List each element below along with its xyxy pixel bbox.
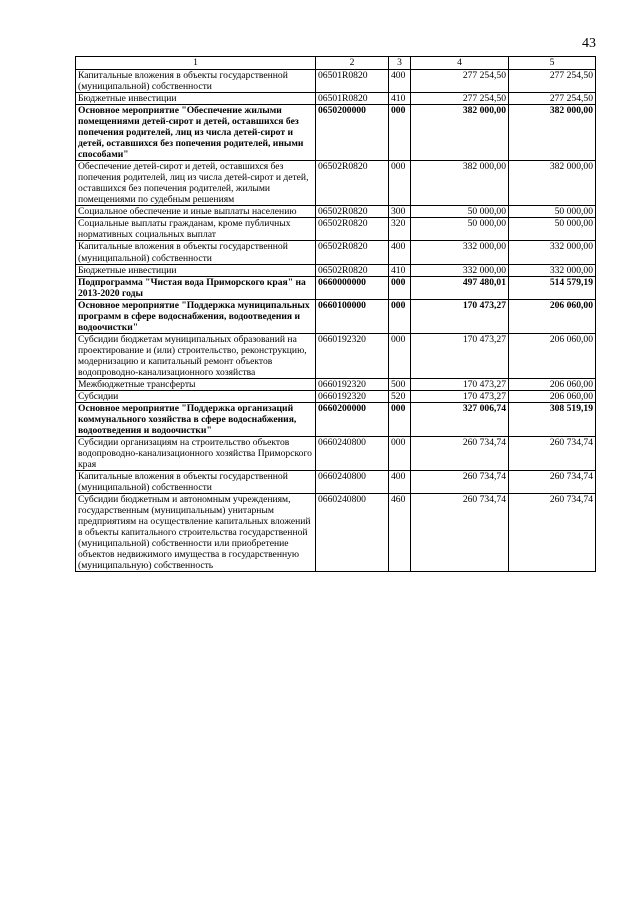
row-amount-1-cell: 260 734,74 [411, 494, 509, 572]
row-code-cell: 0660240800 [316, 471, 389, 494]
row-code-cell: 06502R0820 [316, 264, 389, 276]
row-amount-2-cell: 332 000,00 [509, 264, 596, 276]
row-kind-cell: 410 [389, 93, 411, 105]
row-kind-cell: 000 [389, 299, 411, 333]
table-row [76, 241, 596, 264]
table-row [76, 105, 596, 161]
row-amount-1-cell: 382 000,00 [411, 105, 509, 161]
row-kind-cell: 000 [389, 105, 411, 161]
row-name-cell: Субсидии бюджетным и автономным учреждениям, государственным (муниципальным) унитарным предприятиям на осуществление капитальных вложений в объекты капитального строительства государственной (муниципальной) собственности или приобретение объектов недвижимого имущества в государственную (муниципальную) собственность [76, 494, 316, 572]
row-amount-2-cell: 50 000,00 [509, 206, 596, 218]
row-name-cell: Социальное обеспечение и иные выплаты населению [76, 206, 316, 218]
row-name-cell: Межбюджетные трансферты [76, 378, 316, 390]
column-header-code: 2 [316, 57, 389, 70]
row-amount-2-cell: 50 000,00 [509, 218, 596, 241]
row-amount-2-cell: 206 060,00 [509, 378, 596, 390]
row-name-cell: Основное мероприятие "Обеспечение жилыми помещениями детей-сирот и детей, оставшихся без попечения родителей, лиц из числа детей-сирот и детей, оставшихся без попечения родителей, иными способами" [76, 105, 316, 161]
row-code-cell: 06501R0820 [316, 70, 389, 93]
table-row [76, 437, 596, 471]
row-name-cell: Субсидии организациям на строительство объектов водопроводно-канализационного хозяйства Приморского края [76, 437, 316, 471]
row-name-cell: Капитальные вложения в объекты государственной (муниципальной) собственности [76, 241, 316, 264]
row-name-cell: Социальные выплаты гражданам, кроме публичных нормативных социальных выплат [76, 218, 316, 241]
row-kind-cell: 000 [389, 161, 411, 206]
row-amount-2-cell: 206 060,00 [509, 299, 596, 333]
row-amount-2-cell: 277 254,50 [509, 93, 596, 105]
row-name-cell: Капитальные вложения в объекты государственной (муниципальной) собственности [76, 471, 316, 494]
table-row [76, 378, 596, 390]
page-number: 43 [582, 36, 596, 51]
row-code-cell: 0650200000 [316, 105, 389, 161]
table-row [76, 494, 596, 572]
row-amount-1-cell: 277 254,50 [411, 93, 509, 105]
row-code-cell: 0660100000 [316, 299, 389, 333]
row-amount-1-cell: 332 000,00 [411, 264, 509, 276]
row-amount-1-cell: 260 734,74 [411, 471, 509, 494]
row-name-cell: Обеспечение детей-сирот и детей, оставшихся без попечения родителей, лиц из числа детей-сирот и детей, оставшихся без попечения родителей, жилыми помещениями по судебным решениям [76, 161, 316, 206]
row-kind-cell: 460 [389, 494, 411, 572]
table-row [76, 390, 596, 402]
row-code-cell: 06502R0820 [316, 206, 389, 218]
row-amount-1-cell: 50 000,00 [411, 206, 509, 218]
row-amount-2-cell: 260 734,74 [509, 471, 596, 494]
row-amount-1-cell: 170 473,27 [411, 378, 509, 390]
column-header-amount-2: 5 [509, 57, 596, 70]
table-row [76, 206, 596, 218]
row-kind-cell: 000 [389, 333, 411, 378]
row-code-cell: 06502R0820 [316, 161, 389, 206]
row-amount-2-cell: 260 734,74 [509, 437, 596, 471]
table-row [76, 218, 596, 241]
row-kind-cell: 400 [389, 70, 411, 93]
table-row [76, 333, 596, 378]
row-name-cell: Подпрограмма "Чистая вода Приморского края" на 2013-2020 годы [76, 276, 316, 299]
row-amount-1-cell: 170 473,27 [411, 299, 509, 333]
row-kind-cell: 300 [389, 206, 411, 218]
row-amount-2-cell: 260 734,74 [509, 494, 596, 572]
row-kind-cell: 410 [389, 264, 411, 276]
budget-table [75, 56, 596, 572]
column-header-name: 1 [76, 57, 316, 70]
row-code-cell: 0660192320 [316, 378, 389, 390]
column-header-amount-1: 4 [411, 57, 509, 70]
table-header-row [76, 57, 596, 70]
row-kind-cell: 000 [389, 437, 411, 471]
row-name-cell: Капитальные вложения в объекты государственной (муниципальной) собственности [76, 70, 316, 93]
row-name-cell: Основное мероприятие "Поддержка муниципальных программ в сфере водоснабжения, водоотведения и водоочистки" [76, 299, 316, 333]
row-name-cell: Бюджетные инвестиции [76, 264, 316, 276]
row-code-cell: 0660200000 [316, 402, 389, 436]
row-amount-2-cell: 382 000,00 [509, 161, 596, 206]
row-kind-cell: 520 [389, 390, 411, 402]
table-row [76, 402, 596, 436]
row-kind-cell: 400 [389, 241, 411, 264]
row-amount-1-cell: 382 000,00 [411, 161, 509, 206]
row-name-cell: Субсидии [76, 390, 316, 402]
table-body [76, 70, 596, 572]
row-amount-2-cell: 206 060,00 [509, 390, 596, 402]
row-code-cell: 0660000000 [316, 276, 389, 299]
table-row [76, 471, 596, 494]
row-amount-1-cell: 332 000,00 [411, 241, 509, 264]
row-amount-1-cell: 170 473,27 [411, 390, 509, 402]
row-amount-1-cell: 170 473,27 [411, 333, 509, 378]
row-code-cell: 0660192320 [316, 390, 389, 402]
column-header-kind: 3 [389, 57, 411, 70]
row-code-cell: 0660240800 [316, 437, 389, 471]
row-code-cell: 06502R0820 [316, 241, 389, 264]
row-name-cell: Бюджетные инвестиции [76, 93, 316, 105]
row-amount-1-cell: 497 480,01 [411, 276, 509, 299]
row-code-cell: 06501R0820 [316, 93, 389, 105]
row-amount-2-cell: 514 579,19 [509, 276, 596, 299]
row-amount-1-cell: 277 254,50 [411, 70, 509, 93]
table-row [76, 93, 596, 105]
row-kind-cell: 320 [389, 218, 411, 241]
row-amount-2-cell: 277 254,50 [509, 70, 596, 93]
row-amount-2-cell: 308 519,19 [509, 402, 596, 436]
table-row [76, 299, 596, 333]
table-row [76, 264, 596, 276]
row-amount-1-cell: 327 006,74 [411, 402, 509, 436]
row-amount-2-cell: 332 000,00 [509, 241, 596, 264]
row-name-cell: Основное мероприятие "Поддержка организаций коммунального хозяйства в сфере водоснабжения, водоотведения и водоочистки" [76, 402, 316, 436]
row-kind-cell: 400 [389, 471, 411, 494]
row-amount-1-cell: 260 734,74 [411, 437, 509, 471]
row-kind-cell: 500 [389, 378, 411, 390]
row-name-cell: Субсидии бюджетам муниципальных образований на проектирование и (или) строительство, реконструкцию, модернизацию и капитальный ремонт объектов водопроводно-канализационного хозяйства [76, 333, 316, 378]
row-amount-2-cell: 206 060,00 [509, 333, 596, 378]
row-amount-1-cell: 50 000,00 [411, 218, 509, 241]
row-code-cell: 0660192320 [316, 333, 389, 378]
row-amount-2-cell: 382 000,00 [509, 105, 596, 161]
row-kind-cell: 000 [389, 402, 411, 436]
row-kind-cell: 000 [389, 276, 411, 299]
table-row [76, 276, 596, 299]
table-row [76, 70, 596, 93]
row-code-cell: 0660240800 [316, 494, 389, 572]
row-code-cell: 06502R0820 [316, 218, 389, 241]
table-row [76, 161, 596, 206]
